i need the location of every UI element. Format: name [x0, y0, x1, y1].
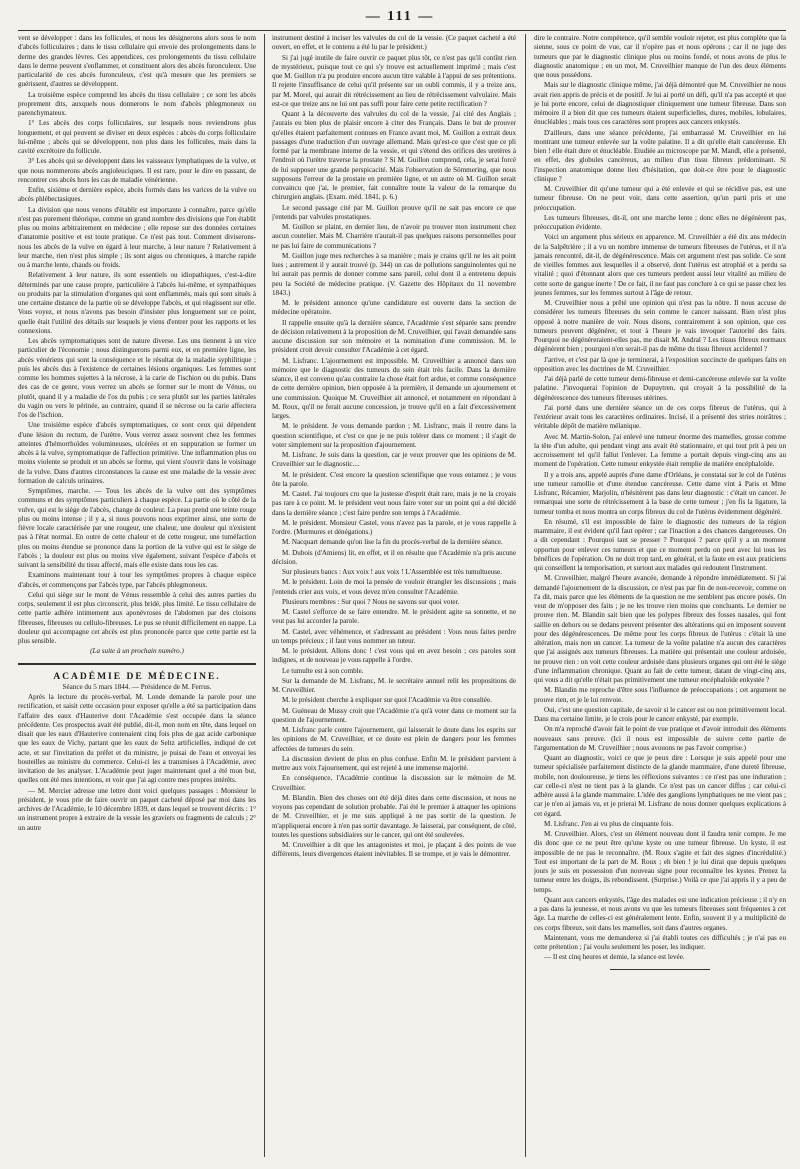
paragraph: J'arrive, et c'est par là que je terminerai, à l'exposition succincte de quelques faits en opposition avec les doctrines de M. Cruveilhier. — [534, 355, 786, 373]
paragraph: Une troisième espèce d'abcès symptomatiques, ce sont ceux qui dépendent d'une lésion du rectum, de l'urètre. Vous verrez assez souvent chez les femmes atteintes d'hémorrhoïdes volumineuses, ulcérées et en suppuration se former un abcès à la vulve, symptomatique de l'affection primitive. Une inflammation plus ou moins violente se produit et un abcès se forme, qui vient s'ouvrir dans le voisinage de la vulve. Dans d'autres circonstances la cause est une maladie de la vessie avec formation de calculs urinaires. — [18, 421, 256, 485]
paragraph: M. Castel, avec véhémence, et s'adressant au président : Vous nous faites perdre un temps précieux ; il faut vous nommer un tuteur. — [272, 627, 516, 645]
paragraph: 1° Les abcès des corps folliculaires, sur lesquels nous reviendrons plus longuement, et qui peuvent se diviser en deux espèces : abcès du corps folliculaire lui-même ; abcès qui se développent, non plus dans les follicules, mais dans la cavité excrétoire du follicule. — [18, 119, 256, 155]
paragraph: J'ai porté dans une dernière séance un de ces corps fibreux de l'utérus, qui à l'extérieur avait tous les caractères ordinaires. Incisé, il a présenté des stries noirâtres ; véritable dépôt de matière mélanique. — [534, 403, 786, 431]
paragraph: Après la lecture du procès-verbal, M. Londe demande la parole pour une rectification, et saisit cette occasion pour exposer qu'elle a été sa participation dans l'affaire des eaux d'Hauterive dont l'Académie s'est occupée dans la séance précédente. Ces prospectus avait été publié, dit-il, mon nom en tête, dans lequel on disait que les eaux d'Hauterive contenaient cinq fois plus de gaz acide carbonique que les eaux de Vichy, partant que les eaux de Seltz artificielles, indiqué de cet acte, et sur l'invitation du préfet et du ministre, je puisai de l'eau et envoyai les bouteilles au ministre du commerce. Celui-ci les a transmises à l'Académie, avec invitation de les analyser. L'Académie peut juger maintenant quel a été mon but, quelles ont été mes intentions, et voir que j'ai agi contre mes propres intérêts. — [18, 693, 256, 785]
paragraph: M. le président. Monsieur Castel, vous n'avez pas la parole, et je vous rappelle à l'ordre. (Murmures et dénégations.) — [272, 518, 516, 536]
column-divider — [264, 34, 265, 1157]
paragraph: Le second passage cité par M. Guillon prouve qu'il ne sait pas encore ce que j'entends par valvules prostatiques. — [272, 203, 516, 221]
paragraph: M. Nacquart demande qu'on lise la fin du procès-verbal de la dernière séance. — [282, 538, 503, 547]
paragraph: M. Guillon se plaint, en dernier lieu, de n'avoir pu trouver mon instrument chez aucun coutelier. Mais M. Charrière n'aurait-il pas quelques raisons personnelles pour ne pas lui faire de communications ? — [272, 223, 516, 250]
paragraph: Avec M. Martin-Solon, j'ai enlevé une tumeur énorme des mamelles, grosse comme la tête d'un adulte, qui pendant vingt ans avait été stationnaire, et qui tout prit à peu un accroissement tel qu'il fallut l'enlever. La femme a portait depuis vingt-cinq ans au moment de l'opération. Cette tumeur enkystée était remplie de matière encéphaloïde. — [534, 432, 786, 469]
paragraph: Mais sur le diagnostic clinique même, j'ai déjà démontré que M. Cruveilhier ne nous avait rien appris de précis et de positif. Je lui ai porté un défi, qu'il n'a pas accepté et que je lui porte encore, celui de diagnostiquer cliniquement une tumeur fibreuse. Dans son mémoire il a bien dit que ces tumeurs étaient superficielles, dures, mobiles, lobulaires, énucléables ; mais tous ces caractères sont propres aux cancers enkystés. — [534, 81, 786, 127]
paragraph: M. Guéneau de Mussy croit que l'Académie n'a qu'à voter dans ce moment sur la question de l'ajournement. — [272, 706, 516, 724]
paragraph: vent se développer : dans les follicules, et nous les désignerons alors sous le nom d'abcès folliculaires ; dans le tissu cellulaire qui envoie des prolongements dans le derme des grandes lèvres. Ces appendices, ces prolongements du tissu cellulaire dans le derme peuvent s'enflammer, et constituent alors des abcès furonculeux. Une particularité de ces abcès furonculeux, c'est qu'à mesure que les premiers se guérissent, d'autres se développent. — [18, 34, 256, 89]
paragraph: M. le président. Loin de moi la pensée de vouloir étrangler les discussions ; mais j'entends crier aux voix, et vous devez m'en consulter l'Académie. — [272, 578, 516, 596]
paragraph: M. Cruveilhier a dit que les antagonistes et moi, je plaçant à des points de vue différents, leurs divergences étaient inévitables. Il se trompe, et je vais le démontrer. — [272, 841, 516, 859]
section-title: ACADÉMIE DE MÉDECINE. — [53, 671, 221, 682]
paragraph: instrument destiné à inciser les valvules du col de la vessie. (Ce paquet cacheté a été ouvert, en effet, et le contenu a été lu par le président.) — [272, 34, 516, 52]
paragraph: M. le président. Allons donc ! c'est vous qui en avez besoin ; ces paroles sont indignes, et de nouveau je vous rappelle à l'ordre. — [272, 647, 516, 665]
paragraph: Enfin, sixième et dernière espèce, abcès formés dans les varices de la vulve ou abcès phlébectasiques. — [18, 186, 256, 204]
paragraph: En conséquence, l'Académie continue la discussion sur le mémoire de M. Cruveilhier. — [272, 774, 516, 792]
paragraph: Quant aux cancers enkystés, l'âge des malades est une indication précieuse ; il n'y en a pas dans la jeunesse, et nous avons vu que les tumeurs fibreuses sont fréquentes à cet âge. La marche de celles-ci est généralement lente. Enfin, souvent il y a multiplicité de ces corps fibreux, soit dans les mamelles, soit dans d'autres organes. — [534, 895, 786, 932]
paragraph: Les abcès symptomatiques sont de nature diverse. Les uns tiennent à un vice particulier de l'économie ; nous distinguerons parmi eux, et en première ligne, les abcès vénériens qui sont la conséquence et le résultat de la maladie syphilitique ; puis les abcès dus à l'existence de certaines lésions organiques. Les femmes sont comme les hommes sujettes à la nécrose, à la carie de l'ischion ou du pubis. Dans des cas de ce genre, vous verrez un abcès se former sur le mont de Vénus, ou plutôt, quand il y a maladie de l'os du pubis ; ce sera plutôt sur les parties latérales du vagin ou vers le périnée, au contraire, quand il se nécrose ou la carie affectera l'os de l'ischion. — [18, 337, 256, 419]
paragraph: Oui, c'est une question capitale, de savoir si le cancer est ou non primitivement local. Dans ma certaine limite, je le crois pour le cancer enkysté, par exemple. — [534, 705, 786, 723]
page-number: — 111 — — [365, 9, 435, 24]
column-divider — [525, 34, 526, 1157]
column-3 — [534, 34, 786, 1159]
paragraph: La division que nous venons d'établir est importante à connaître, parce qu'elle n'est pas purement théorique, comme un grand nombre des divisions que l'on établit plus ou moins arbitrairement en médecine ; elle repose sur des données certaines d'anatomie positive et est toute pratique. Ce n'est pas tout. Comment diviserons-nous les abcès de la vulve en égard à leur marche, à leur nature ? Relativement à leur marche, rien n'est plus simple ; ils sont aigus ou chroniques, à marche rapide ou à marche lente, chauds ou froids. — [18, 205, 256, 269]
paragraph: M. Cruveilhier, malgré l'heure avancée, demande à répondre immédiatement. Si j'ai demandé l'ajournement de la discussion, ce n'est pas par fin de non-recevoir, comme on l'a dit, mais parce que les éléments de la question ne me semblent pas encore posés. On veut de m'opposer des faits ; je ne les trouve rien moins que concluants. Le dernier ne prouve rien. M. Blandin sait bien que les polypes fibreux des fosses nasales, qui font saillie en dehors ou se dedans peuvent présenter des altérations qui en imposent souvent pour des dégénérescences. De même pour les corps fibreux de l'utérus : c'était là une altération, mais non un cancer. La tumeur de la voûte palatine n'a aucun des caractères que j'ai assignés aux tumeurs fibreuses. La matière qui présentait une couleur ardoisée, ne prouve rien : on voit cette couleur ardoisée dans plusieurs organes qui ont été le siège d'une inflammation chronique. Quant au fait de cette tumeur, datant de vingt-cinq ans, qui vous a dit qu'elle n'était pas primitivement une tumeur encéphaloïde enkystée ? — [534, 574, 786, 684]
paragraph: M. Cruveilhier nous a prêté une opinion qui n'est pas la nôtre. Il nous accuse de considérer les tumeurs fibreuses du sein comme le cancer naissant. Rien n'est plus opposé à notre manière de voir. Nous disons, contrairement à son opinion, que ces tumeurs peuvent dégénérer, et tout à l'heure je vais invoquer l'autorité des faits. Pourquoi ne dégénéreraient-elles pas, me disait M. Andral ? Les tissus fibreux normaux dégénèrent bien ; pourquoi n'en serait-il pas de même du tissu fibreux accidentel ? — [534, 299, 786, 354]
paragraph: M. Castel. J'ai toujours cru que la justesse d'esprit était rare, mais je ne la croyais pas rare à ce point. M. le président veut nous faire voter sur un point qui a été décidé dans la dernière séance ; c'est faire perdre son temps à l'Académie. — [272, 490, 516, 517]
paragraph: Symptômes, marche. — Tous les abcès de la vulve ont des symptômes communs et des symptômes particuliers à chaque espèce. La partie où le côté de la vulve, qui est le siège de l'abcès, change de couleur. La peau prend une teinte rouge plus ou moins intense ; il y a, si nous pouvons nous exprimer ainsi, une sorte de fièvre locale caractérisée par une rougeur, une chaleur, une douleur qui n'existent pas à l'état normal. En outre de cette chaleur et de cette rougeur, une tuméfaction plus ou moins étendue se prononce dans la portion de la vulve qui est le siège de l'abcès ; la douleur est plus ou moins vive également, suivant l'espèce d'abcès et suivant la sensibilité du tissu affecté, mais elle existe dans tous les cas. — [18, 487, 256, 569]
paragraph: M. Guillon juge mes recherches à sa manière ; mais je crains qu'il ne les ait point lues ; autrement il y aurait trouvé (p. 344) un cas de pollutions sanguinolentes qui ne lui aurait pas permis de donner comme sans pareil, celui dont il a entretenu depuis peu la Société de médecine pratique. (V. Gazette des Hôpitaux du 11 novembre 1843.) — [272, 251, 516, 297]
paragraph: dire le contraire. Notre compétence, qu'il semble vouloir rejeter, est plus complète que la sienne, sous ce point de vue, car il n'opère pas et nous opérons ; car il ne juge des tumeurs que par le diagnostic clinique plus ou moins fondé, et nous avons de plus le diagnostic anatomique ; en un mot, M. Cruveilhier manque de l'un des deux éléments que nous possédons. — [534, 34, 786, 79]
paragraph: M. Cruveilhier dit qu'une tumeur qui a été enlevée et qui se récidive pas, est une tumeur fibreuse. On ne peut voir, dans cette assertion, qu'un parti pris et une préoccupation. — [534, 185, 786, 212]
paragraph: M. Castel s'efforce de se faire entendre. M. le président agite sa sonnette, et ne veut pas lui accorder la parole. — [272, 608, 516, 626]
paragraph: Quant à la découverte des valvules du col de la vessie, j'ai cité des Anglais ; j'aurais eu bien plus de plaisir encore à citer des Français. Dans le but de prouver qu'elles étaient parfaitement connues en France avant moi, M. Guillon a extrait deux passages d'une traduction d'un ouvrage allemand. Mais qu'est-ce que c'est que ce pli formé par la membrane interne de la vessie, et qui s'étend des orifices des uretères à l'endroit où l'urètre traverse la prostate ? Si M. Guillon comprend, cela, je serai forcé de lui supposer une grande perspicacité. Mais l'observation de Sömmering, que nous supposons l'erreur de la prostate en première ligne, et un autre où M. Guillon serait convaincu que j'ai, le premier, fait connaître toute la valeur de la remarque du chirurgien anglais. (Exam. méd. 1841, p. 6.) — [272, 110, 516, 202]
paragraph: M. le président. Je vous demande pardon ; M. Lisfranc, mais il rentre dans la question scientifique, et c'est ce que je ne puis tolérer dans ce moment ; il s'agit de voter simplement sur la proposition d'ajournement. — [272, 422, 516, 449]
paragraph: Voici un argument plus sérieux en apparence. M. Cruveilhier a été dix ans médecin de la Salpêtrière ; il a vu un nombre immense de tumeurs fibreuses de l'utérus, et il n'a jamais rencontré, dit-il, de dégénérescence. Mais cet argument n'est pas solide. Ce sont de vieilles femmes aux lesquelles il a observé, dont l'utérus est atrophié et a perdu sa vitalité ; quoi d'étonnant alors que ces tumeurs perdent aussi leur vitalité au milieu de cette sorte de gangue inerte ! De ce fait, il ne faut pas conclure à ce qui se passe chez les jeunes femmes, sur les femmes surtout à l'âge de retour. — [534, 233, 786, 297]
paragraph: M. Blandin me reproche d'être sous l'influence de préoccupations ; cet argument ne prouve rien, et je le lui renvoie. — [534, 686, 786, 704]
paragraph: M. le président annonce qu'une candidature est ouverte dans la section de médecine opératoire. — [272, 299, 516, 317]
column-1 — [18, 34, 256, 1159]
paragraph: M. Blandin. Bien des choses ont été déjà dites dans cette discussion, et nous ne voyons pas cependant de solution probable. J'ai été le premier à attaquer les opinions de M. Cruveilhier, et je me suis appliqué à ne pas sortir de la question. Je m'appliquerai encore à n'en pas sortir davantage. Je laisserai, par conséquent, de côté, toutes les questions subsidiaires sur le cancer, qui ont été soulevées. — [272, 793, 516, 839]
paragraph: M. Dubois (d'Amiens) lit, en effet, et il en résulte que l'Académie n'a pris aucune décision. — [272, 548, 516, 566]
column-2 — [272, 34, 516, 1159]
paragraph: Il y a trois ans, appelé auprès d'une dame d'Orléans, je constatai sur le col de l'utérus une tumeur ramollie et d'une étendue cancéreuse. Cette dame vint à Paris et Mme Lisfranc, Récamier, Marjolin, n'hésitèrent pas dans leur diagnostic : c'était un cancer. Je remarquai une sorte de rétrécissement à la base de cette tumeur ; j'en fis la ligature, la tumeur tomba et nous montra un corps fibreux du col de l'utérus évidemment dégénéré. — [534, 470, 786, 516]
paragraph: Si j'ai jugé inutile de faire ouvrir ce paquet plus tôt, ce n'est pas qu'il contînt rien de mystérieux, puisque tout ce qui s'y trouve est actuellement imprimé ; mais c'est que M. Guillon n'a pu produire encore aucun titre valable à l'appui de ses prétentions. Il rejette l'insuffisance de celui qu'il présente sur un oubli commis, il y a treize ans, par M. Morel, qui aurait dit rétrécissement au lieu de rétrécissement valvulaire. Mais est-ce que treize ans ne lui ont pas suffi pour faire cette petite rectification ? — [272, 53, 516, 108]
paragraph: Examinons maintenant tour à tour les symptômes propres à chaque espèce d'abcès, et commençons par l'abcès type, par l'abcès phlegmoneux. — [18, 571, 256, 589]
paragraph: Plusieurs membres : Sur quoi ? Nous ne savons sur quoi voter. — [282, 597, 460, 606]
paragraph: Celui qui siège sur le mont de Vénus ressemble à celui des autres parties du corps, seulement il est plus circonscrit, plus bridé, plus limité. Le tissu cellulaire de cette partie adhère intimement aux aponévroses de l'abdomen par des cloisons fibreuses, fibreuses ou cellulo-fibreuses. Le pus se réunit difficilement en nappe. La douleur qui accompagne cet abcès est plus prononcée parce que cette partie est la plus sensible. — [18, 590, 256, 645]
paragraph: M. Cruveilhier. Alors, c'est un élément nouveau dont il faudra tenir compte. Je me dis donc que ce ne peut être qu'une kyste ou une tumeur fibreuse. Un kyste, il est impossible de ne pas le reconnaître. (M. Roux s'agite et fait des signes d'incrédulité.) Tout est important de la part de M. Roux ; eh bien ! je lui dirai que depuis quelques jours je suis en possession d'un nouveau signe pour reconnaître les kystes. Prenez la tumeur entre les doigts, ils rebondissent. (Surprise.) Voilà ce que j'ai appris il y a peu de temps. — [534, 830, 786, 894]
paragraph: — M. Mercier adresse une lettre dont voici quelques passages : Monsieur le président, je vous prie de faire ouvrir un paquet cacheté déposé par moi dans les archives de l'Académie, le 10 décembre 1839, et dans lequel se trouvent décrits : 1° un instrument propre à extraire de la vessie les graviers ou fragments de calculs ; 2° un autre — [18, 786, 256, 832]
paragraph: On m'a reproché d'avoir fait le point de vue pratique et d'avoir introduit des éléments nouveaux sans preuve. (Ici il nous est impossible de suivre cette partie de l'argumentation de M. Cruveilhier ; nous avouons ne pas l'avoir comprise.) — [534, 725, 786, 752]
paragraph: En résumé, s'il est impossible de faire le diagnostic des tumeurs de la région mammaire, il est évident qu'il faut opérer ; car l'inaction a des chances dangereuses. On a dit cependant : Pourquoi tant se presser ? Pourquoi ? parce qu'il y a un moment opportun pour enlever ces tumeurs et que ce moment perdu on peut avec lui tous les bénéfices de l'opération. On ne doit trop tard, en général, et la faute en est aux praticiens qui conseillent la temporisation, et surtout aux malades qui redoutent l'instrument. — [534, 517, 786, 572]
paragraph: D'ailleurs, dans une séance précédente, j'ai embarrassé M. Cruveilhier en lui montrant une tumeur enlevée sur la voûte palatine. Il a dit qu'elle était cancéreuse. Eh bien ! elle était dure et énucléable. Etudiée au microscope par M. Mandl, elle a présenté, en effet, des globules cancéreux, au milieu d'un tissu fibreux prédominant. Si l'inspection anatomique donne lieu d'hésitation, que doit-ce être pour le diagnostic clinique ? — [534, 128, 786, 183]
end-rule — [610, 969, 711, 970]
paragraph: M. Lisfranc. L'ajournement est impossible. M. Cruveilhier a annoncé dans son mémoire que le diagnostic des tumeurs du sein était très facile. Dans la dernière séance, il est convenu qu'au contraire la chose était fort ardue, et comme conséquence de cette dernière opinion, bien opposée à la première, il demande un ajournement et une commission. Quoique M. Cruveilhier ait annoncé, et notamment en répondant à M. Roux, qu'il ne ferait aucune concession, je trouve qu'il en a fait d'excessivement larges. — [272, 356, 516, 420]
session-subtitle: Séance du 5 mars 1844. — Présidence de M. Ferrus. — [62, 682, 212, 691]
paragraph: M. le président. C'est encore la question scientifique que vous entamez ; je vous ôte la parole. — [272, 470, 516, 488]
paragraph: M. le président cherche à expliquer sur quoi l'Académie va être consultée. — [282, 696, 492, 705]
paragraph: Sur plusieurs bancs : Aux voix ! aux voix ! L'Assemblée est très tumultueuse. — [282, 568, 502, 576]
continuation-note: (La suite à un prochain numéro.) — [90, 647, 184, 656]
paragraph: M. Lisfranc. J'en ai vu plus de cinquante fois. — [544, 819, 674, 828]
paragraph: M. Lisfranc parle contre l'ajournement, qui laisserait le doute dans les esprits sur les opinions de M. Cruveilhier, et ce doute est plein de dangers pour les femmes affectées de tumeurs du sein. — [272, 726, 516, 753]
paragraph: La troisième espèce comprend les abcès du tissu cellulaire ; ce sont les abcès proprement dits, auxquels nous donnerons le nom d'abcès phlegmoneux ou parenchymateux. — [18, 90, 256, 117]
paragraph: Les tumeurs fibreuses, dit-il, ont une marche lente ; donc elles ne dégénèrent pas, préoccupation évidente. — [534, 213, 786, 231]
paragraph: Relativement à leur nature, ils sont essentiels ou idiopathiques, c'est-à-dire déterminés par une cause propre, particulière à l'abcès lui-même, et sympathiques ou produits par la stimulation d'organes qui sont enflammés, mais qui sont situés à une certaine distance de la partie où se développe l'abcès, et qui réagissent sur elle. Vous voyez, et nous n'avons pas besoin d'insister plus longuement sur ce point, quelle était l'utilité des détails sur lesquels je viens d'entrer pour les rapports et les connexions. — [18, 271, 256, 335]
paragraph: Le tumulte est à son comble. — [282, 666, 364, 675]
paragraph: La discussion devient de plus en plus confuse. Enfin M. le président parvient à mettre aux voix l'ajournement, qui est rejeté à une immense majorité. — [272, 754, 516, 772]
paragraph: Il rappelle ensuite qu'à la dernière séance, l'Académie s'est séparée sans prendre de décision relativement à la proposition de M. Cruveilhier, qui l'avait demandée sans aucune discussion sur son mémoire et la nomination d'une commission. M. le président croit devoir consulter l'Académie à cet égard. — [272, 318, 516, 355]
paragraph: — Il est cinq heures et demie, la séance est levée. — [544, 953, 685, 962]
paragraph: Quant au diagnostic, voici ce que je peux dire : Lorsque je suis appelé pour une tumeur spécialisée parfaitement distincte de la glande mammaire, d'une dureté fibreuse, mobile, non douloureuse, je tiens les réflexions suivantes : ce n'est pas une induration ; car celle-ci n'est ne tient pas à la glande. Ce n'est pas un cancer diffus ; car celui-ci adhère aussi à la glande mammaire. L'idée des ganglions lymphatiques ne me vient pas ; car je n'en ai jamais vu, et je prierai M. Lisfranc de nous donner quelques explications à cet égard. — [534, 754, 786, 818]
paragraph: Maintenant, vous me demanderez si j'ai établi toutes ces difficultés ; je n'ai pas eu cette prétention ; j'ai voulu seulement les poser, les indiquer. — [534, 933, 786, 951]
paragraph: Sur la demande de M. Lisfranc, M. le secrétaire annuel relit les propositions de M. Cruveilhier. — [272, 676, 516, 694]
paragraph: J'ai déjà parlé de cette tumeur demi-fibreuse et demi-cancéreuse enlevée sur la voûte palatine. J'invoquerai l'opinion de Dupuytren, qui croyait à la possibilité de la dégénérescence des tumeurs fibreuses utérines. — [534, 375, 786, 402]
section-rule — [18, 663, 256, 667]
paragraph: M. Lisfranc. Je suis dans la question, car je veux prouver que les opinions de M. Cruveilhier sur le diagnostic.... — [272, 451, 516, 469]
header-rule — [18, 30, 786, 31]
paragraph: 3° Les abcès qui se développent dans les vaisseaux lymphatiques de la vulve, et que nous nommerons abcès angioleuciques. Il est rare, pour le dire en passant, de rencontrer ces abcès hors les cas de maladie vénérienne. — [18, 157, 256, 184]
